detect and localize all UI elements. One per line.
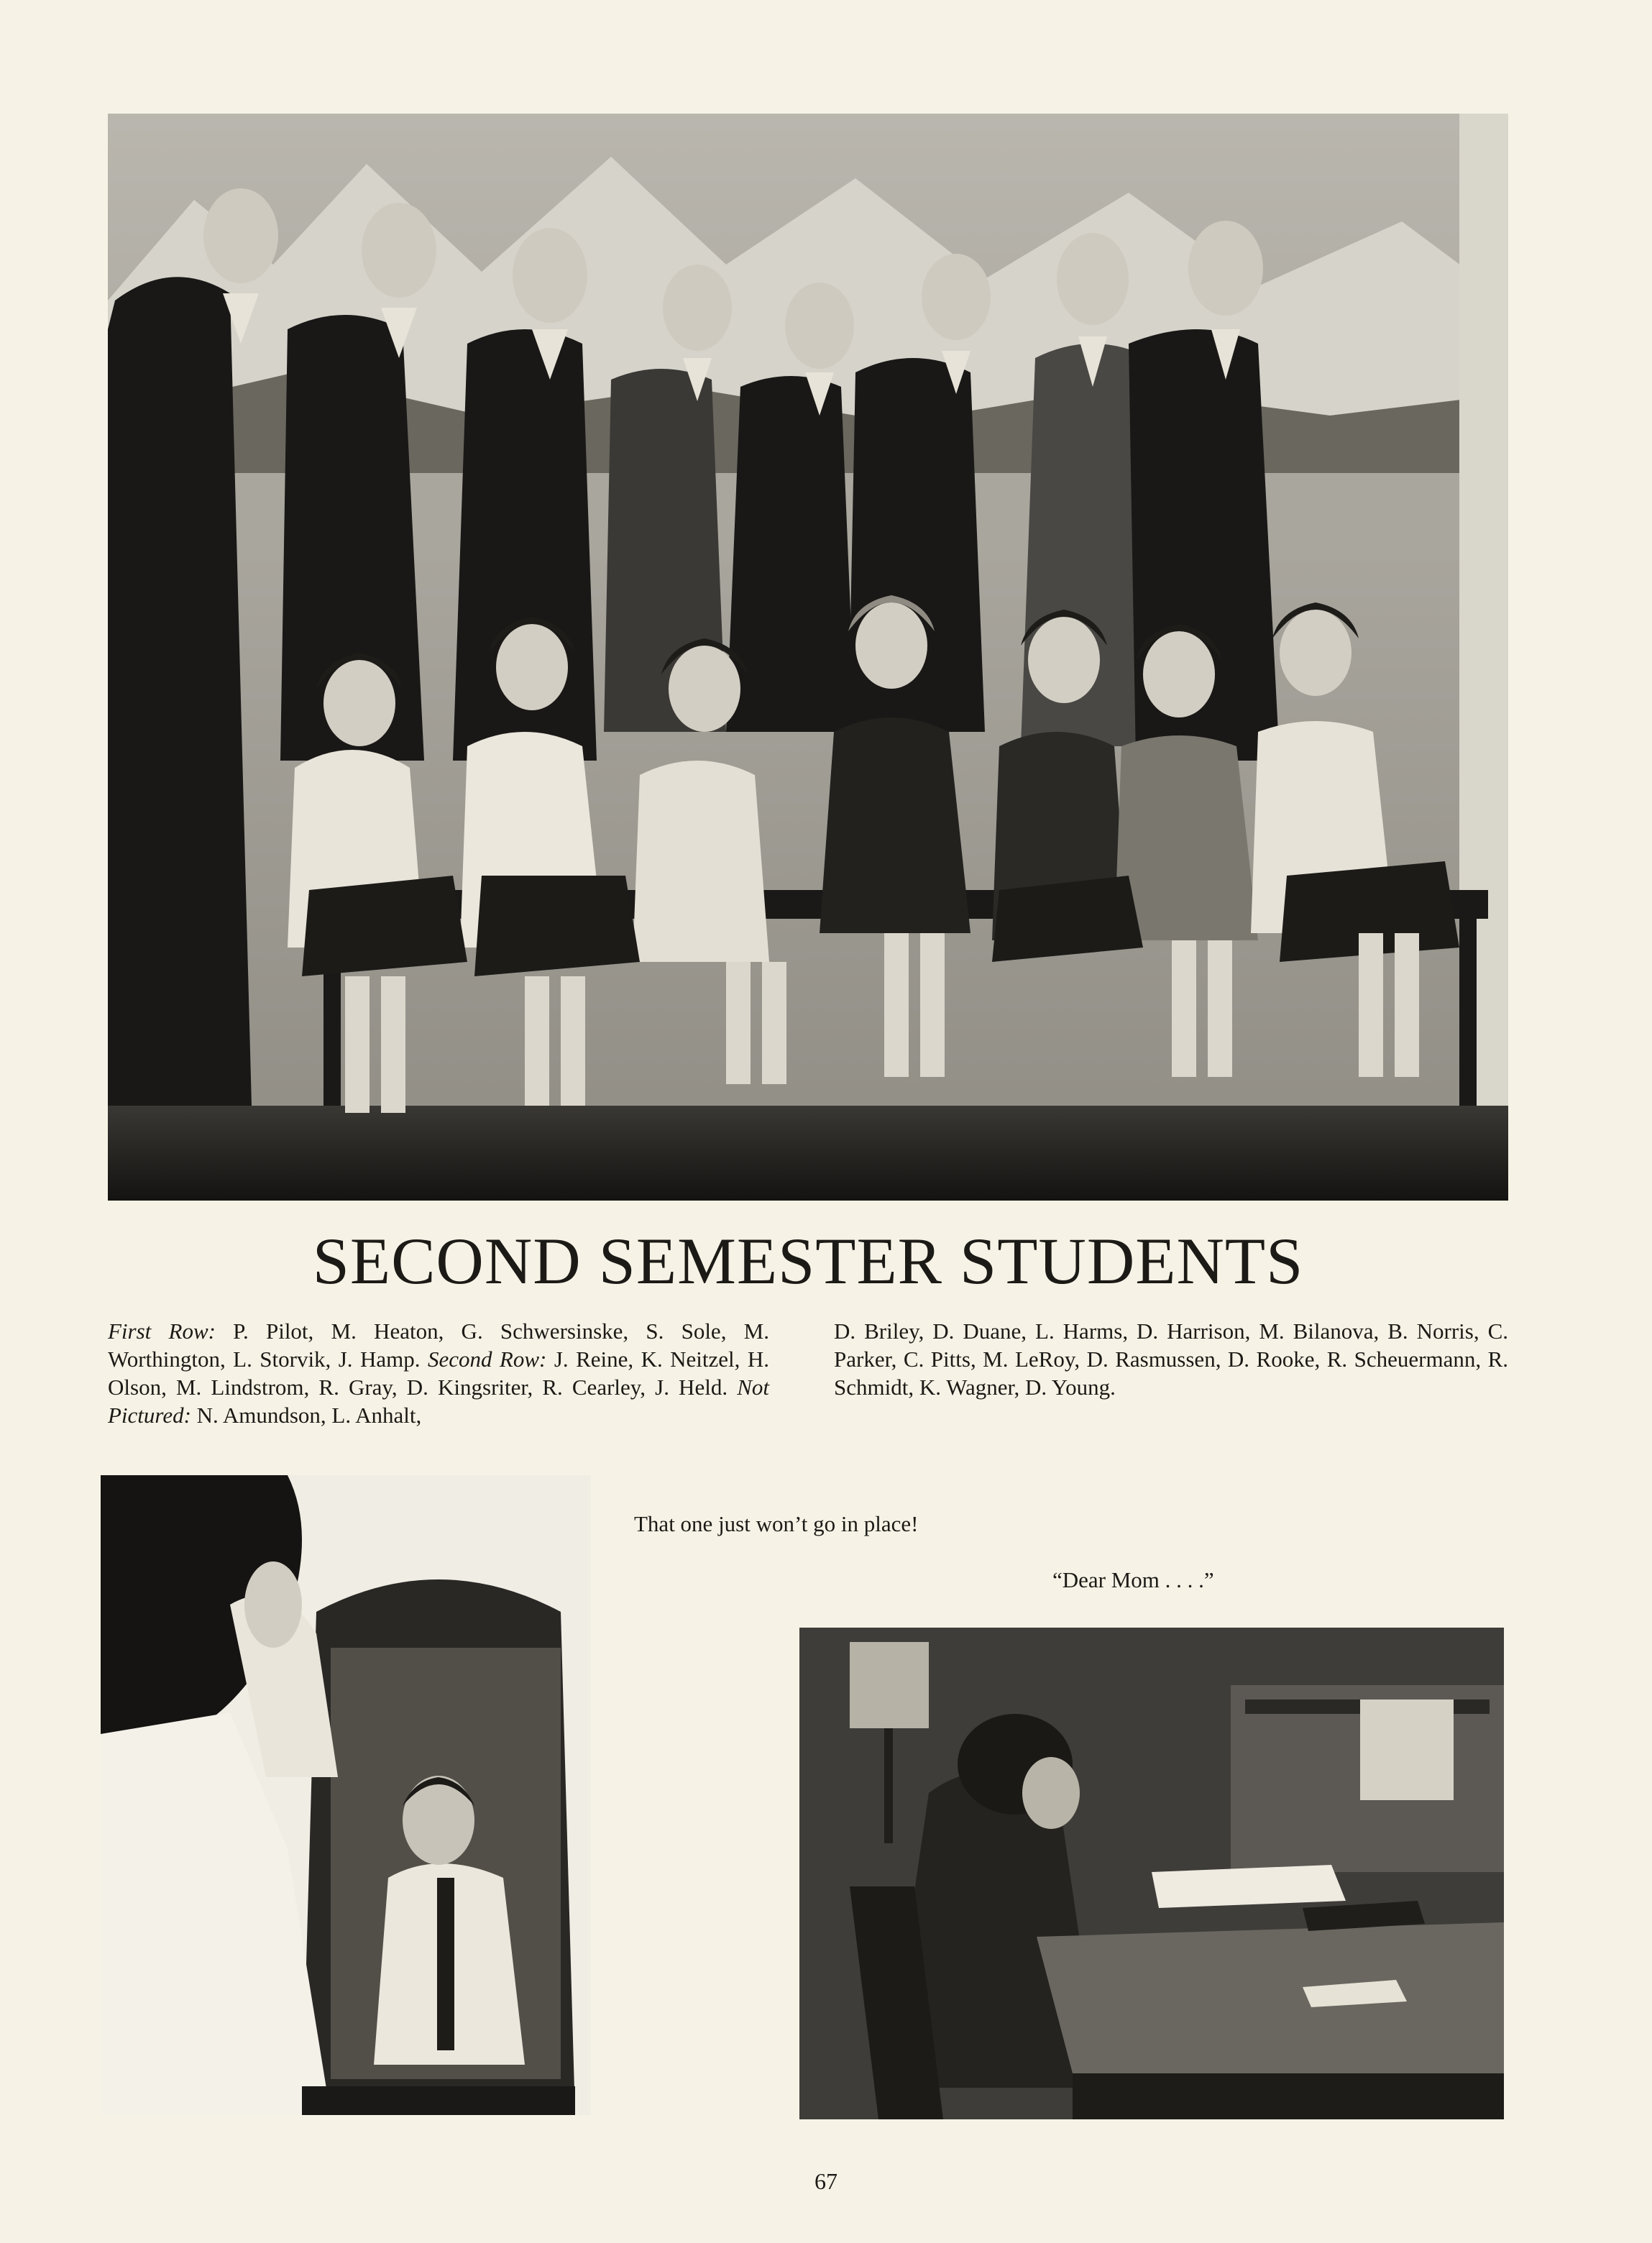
second-row-names: J. Reine, K. Neitzel, H. Olson, M. Lindstrom, R. Gray, D. Kingsriter, R. Cearley, J. Held.: [108, 1347, 769, 1400]
group-photo: [108, 114, 1508, 1201]
mirror-photo: [101, 1475, 591, 2115]
mirror-photo-caption: That one just won’t go in place!: [634, 1511, 919, 1536]
caption-left-column: [108, 1317, 769, 1429]
first-row-names: P. Pilot, M. Heaton, G. Schwersinske, S. Sole, M. Worthington, L. Storvik, J. Hamp.: [108, 1318, 769, 1372]
not-pictured-label: Not Pictured:: [108, 1375, 769, 1428]
letter-photo-caption: “Dear Mom . . . .”: [1052, 1567, 1214, 1592]
desk-photo: [799, 1628, 1504, 2119]
not-pictured-names-left: N. Amundson, L. Anhalt,: [191, 1403, 422, 1428]
first-row-label: First Row:: [108, 1318, 216, 1344]
caption-right-column: [834, 1317, 1508, 1401]
page-title: SECOND SEMESTER STUDENTS: [312, 1224, 1304, 1298]
not-pictured-names-right: D. Briley, D. Duane, L. Harms, D. Harrison, M. Bilanova, B. Norris, C. Parker, C. Pitts, M. LeRoy, D. Rasmussen, D. Rooke, R. Scheuermann, R. Schmidt, K. Wagner, D. Young.: [834, 1318, 1508, 1400]
page-number: 67: [814, 2168, 838, 2194]
second-row-label: Second Row:: [427, 1347, 547, 1372]
